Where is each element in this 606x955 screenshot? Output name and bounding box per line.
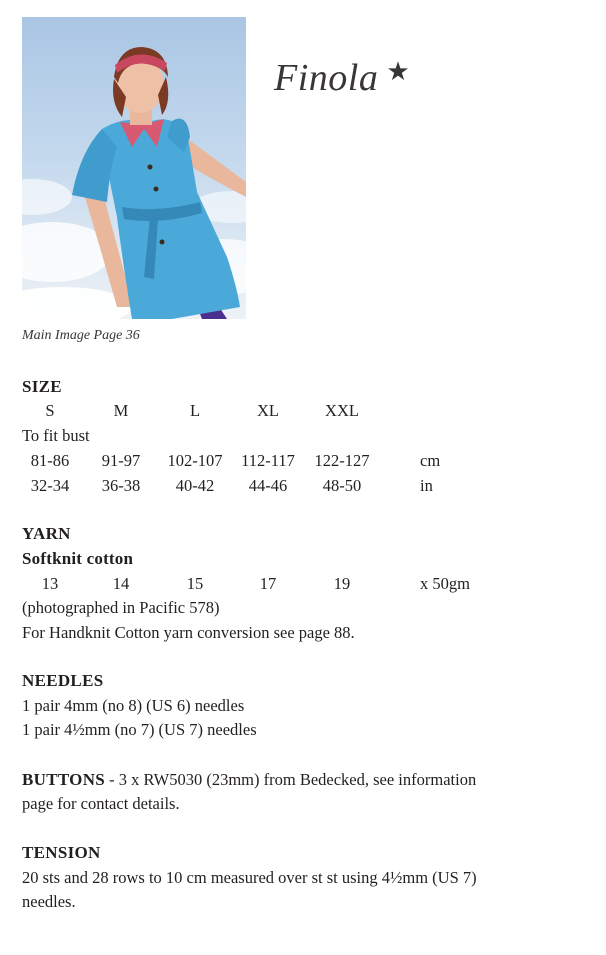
size-label: S — [45, 401, 55, 420]
yarn-name: Softknit cotton — [22, 549, 134, 568]
size-label: M — [113, 401, 129, 420]
cm-unit: cm — [420, 451, 441, 470]
image-caption: Main Image Page 36 — [22, 328, 140, 343]
buttons-text: - 3 x RW5030 (23mm) from Bedecked, see information — [105, 770, 477, 789]
bust-cm-value: 112-117 — [241, 451, 295, 470]
buttons-heading: BUTTONS — [22, 770, 106, 789]
star-icon: ★ — [386, 57, 411, 86]
title-text: Finola — [274, 57, 379, 99]
bust-in-value: 48-50 — [322, 476, 362, 495]
bust-in-value: 40-42 — [175, 476, 215, 495]
needles-line: 1 pair 4½mm (no 7) (US 7) needles — [22, 720, 257, 739]
yarn-quantity: 15 — [186, 574, 204, 593]
needles-heading: NEEDLES — [22, 671, 104, 690]
bust-cm-value: 122-127 — [314, 451, 370, 470]
buttons-text-continued: page for contact details. — [22, 794, 180, 813]
yarn-heading: YARN — [22, 524, 71, 543]
bust-cm-value: 91-97 — [101, 451, 141, 470]
yarn-quantity: 19 — [333, 574, 351, 593]
size-label: L — [189, 401, 201, 420]
size-label: XXL — [325, 401, 359, 420]
bust-in-value: 44-46 — [248, 476, 288, 495]
yarn-quantity: 14 — [112, 574, 130, 593]
yarn-quantity: 13 — [41, 574, 59, 593]
size-label: XL — [257, 401, 279, 420]
buttons-line — [22, 770, 476, 790]
bust-in-value: 32-34 — [30, 476, 70, 495]
tension-text: 20 sts and 28 rows to 10 cm measured over st st using 4½mm (US 7) — [22, 868, 477, 887]
yarn-conversion-note: For Handknit Cotton yarn conversion see page 88. — [22, 623, 355, 642]
tension-text-continued: needles. — [22, 892, 76, 911]
bust-in-value: 36-38 — [101, 476, 141, 495]
fit-bust-label: To fit bust — [22, 426, 90, 445]
needles-line: 1 pair 4mm (no 8) (US 6) needles — [22, 696, 245, 715]
bust-cm-value: 81-86 — [30, 451, 70, 470]
yarn-photographed-note: (photographed in Pacific 578) — [22, 598, 220, 617]
tension-heading: TENSION — [22, 843, 101, 862]
yarn-unit: x 50gm — [420, 574, 470, 593]
in-unit: in — [420, 476, 433, 495]
size-heading: SIZE — [22, 377, 62, 396]
bust-cm-value: 102-107 — [167, 451, 223, 470]
main-photo — [22, 17, 246, 319]
pattern-title — [274, 56, 410, 100]
yarn-quantity: 17 — [259, 574, 277, 593]
